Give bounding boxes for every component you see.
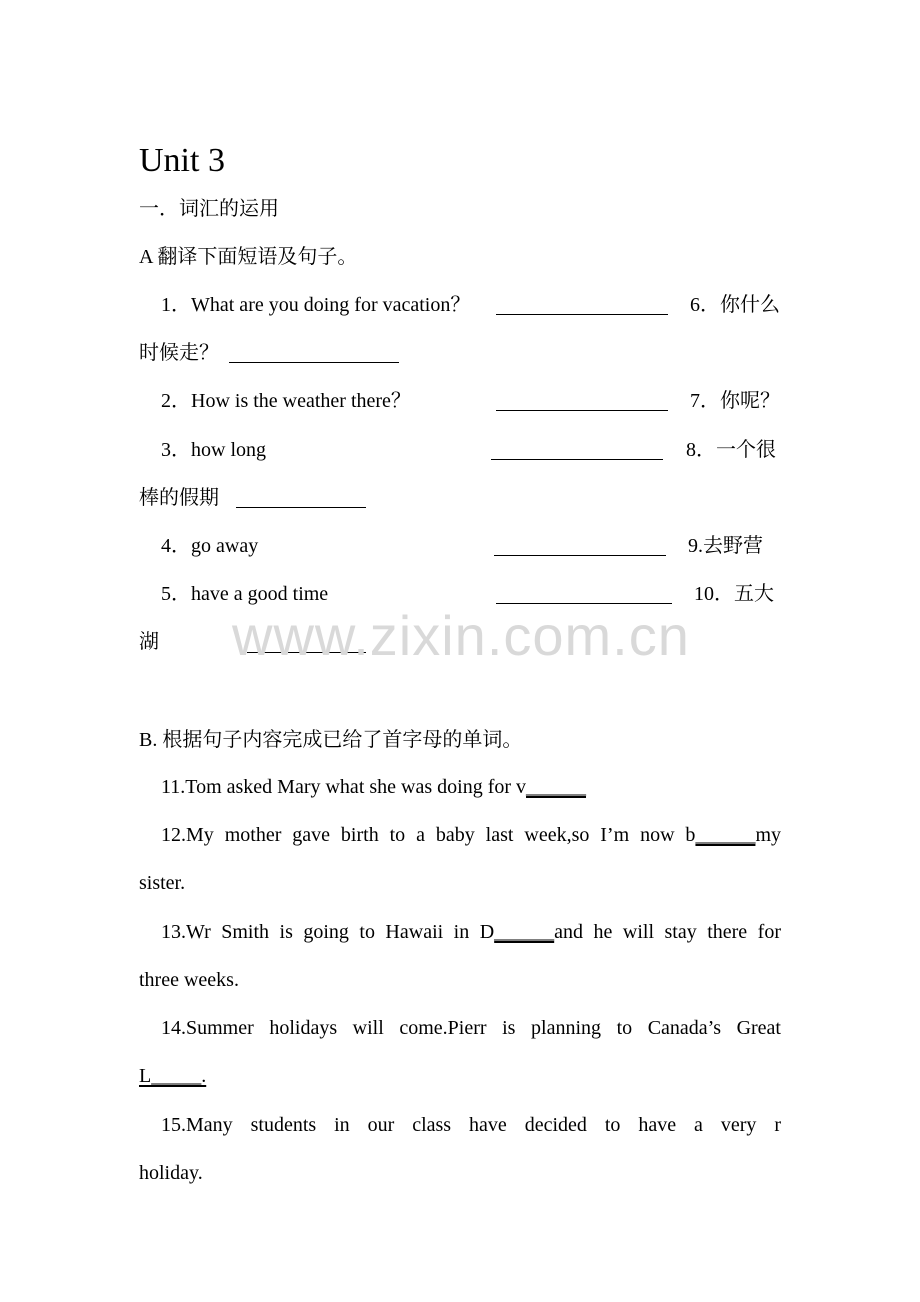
item-7 xyxy=(690,389,780,413)
answer-blank[interactable]: ______ xyxy=(526,776,587,798)
answer-blank-4[interactable] xyxy=(494,555,666,556)
item-number: 3． xyxy=(161,439,191,461)
question-14-continued[interactable]: L_____. xyxy=(139,1065,207,1087)
question-text: 12.My mother gave birth to a baby last week,so I’m now b xyxy=(161,824,696,846)
item-number: 1． xyxy=(161,294,191,316)
item-number: 8． xyxy=(686,439,716,461)
part-b-heading: B. 根据句子内容完成已给了首字母的单词。 xyxy=(139,729,523,751)
answer-blank-2[interactable] xyxy=(496,410,668,411)
item-text: how long xyxy=(191,439,266,461)
item-text: 一个很 xyxy=(716,439,776,461)
part-a-heading: A 翻译下面短语及句子。 xyxy=(139,246,358,268)
question-13 xyxy=(161,920,781,944)
question-12 xyxy=(161,823,781,847)
item-3 xyxy=(161,438,266,462)
item-text: What are you doing for vacation？ xyxy=(191,294,471,316)
item-10-continued: 湖 xyxy=(139,631,159,653)
item-number: 6． xyxy=(690,294,720,316)
answer-blank-3[interactable] xyxy=(491,459,663,460)
item-text: 五大 xyxy=(734,583,774,605)
question-14: 14.Summer holidays will come.Pierr is planning to Canada’s Great xyxy=(161,1017,781,1039)
answer-blank-8[interactable] xyxy=(236,507,366,508)
item-text: How is the weather there？ xyxy=(191,390,411,412)
item-number: 10． xyxy=(694,583,734,605)
item-1 xyxy=(161,293,470,317)
item-text: 你什么 xyxy=(720,294,780,316)
item-text: 去野营 xyxy=(703,535,763,557)
item-number: 5． xyxy=(161,583,191,605)
item-number: 7． xyxy=(690,390,720,412)
answer-blank[interactable]: ______ xyxy=(494,921,555,943)
question-text: 11.Tom asked Mary what she was doing for v xyxy=(161,776,527,798)
question-11 xyxy=(161,775,586,799)
item-5 xyxy=(161,582,328,606)
page-title: Unit 3 xyxy=(139,142,225,179)
item-text: 你呢？ xyxy=(720,390,780,412)
item-text: go away xyxy=(191,535,259,557)
question-text: my xyxy=(755,824,781,846)
item-8 xyxy=(686,438,776,462)
question-13-continued: three weeks. xyxy=(139,969,239,991)
answer-blank-1[interactable] xyxy=(496,314,668,315)
answer-blank-6[interactable] xyxy=(229,362,399,363)
item-10 xyxy=(694,582,774,606)
item-6 xyxy=(690,293,780,317)
item-4 xyxy=(161,534,258,558)
item-2 xyxy=(161,389,411,413)
item-6-continued: 时候走？ xyxy=(139,342,219,364)
question-12-continued: sister. xyxy=(139,872,186,894)
question-15-continued: holiday. xyxy=(139,1162,203,1184)
watermark: www.zixin.com.cn xyxy=(232,604,690,667)
question-text: 13.Wr Smith is going to Hawaii in D xyxy=(161,921,495,943)
question-15: 15.Many students in our class have decided to have a very r xyxy=(161,1114,781,1136)
item-number: 2． xyxy=(161,390,191,412)
item-number: 4． xyxy=(161,535,191,557)
section-heading: 一．词汇的运用 xyxy=(139,198,279,220)
item-8-continued: 棒的假期 xyxy=(139,487,219,509)
answer-blank[interactable]: ______ xyxy=(695,824,756,846)
item-9 xyxy=(688,534,763,558)
item-text: have a good time xyxy=(191,583,329,605)
item-number: 9. xyxy=(688,535,703,557)
question-text: and he will stay there for xyxy=(554,921,781,943)
